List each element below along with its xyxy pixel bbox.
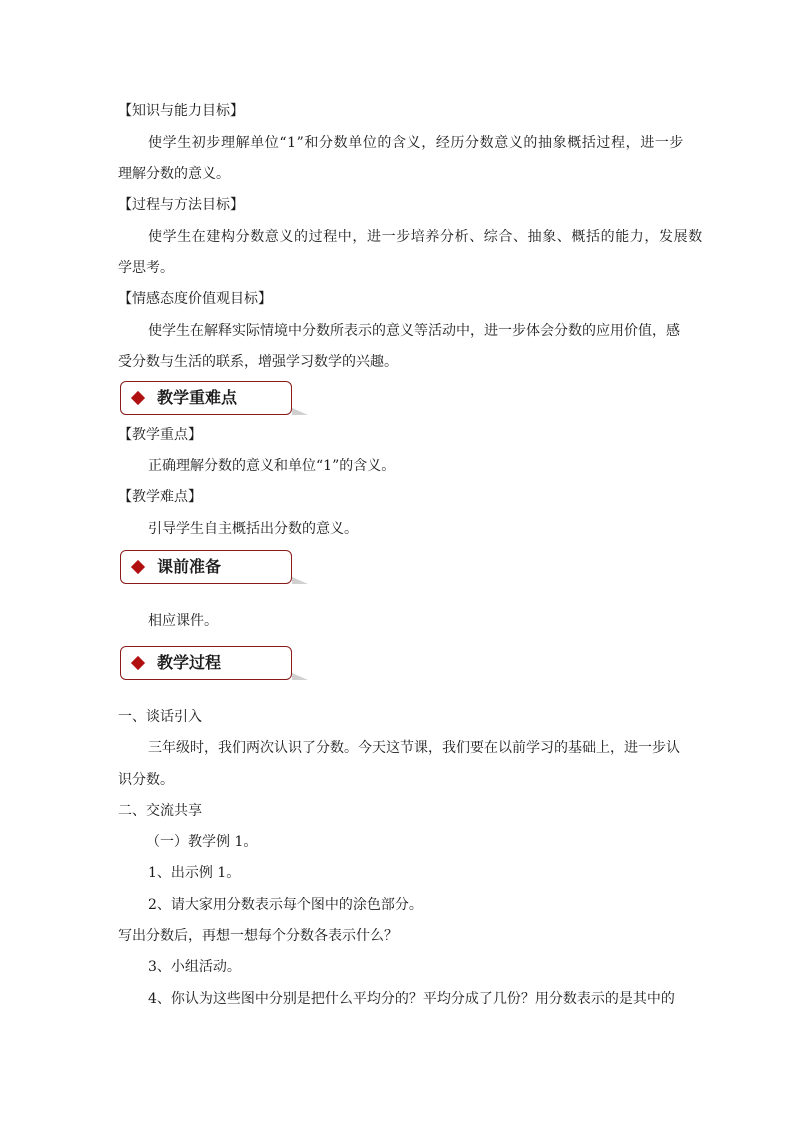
key-paragraph: 正确理解分数的意义和单位“1”的含义。	[148, 458, 396, 474]
step1-paragraph-line-2: 识分数。	[118, 772, 174, 788]
difficult-paragraph: 引导学生自主概括出分数的意义。	[148, 521, 358, 537]
key-title: 【教学重点】	[118, 427, 202, 443]
emotion-paragraph-line-2: 受分数与生活的联系，增强学习数学的兴趣。	[118, 354, 398, 370]
knowledge-paragraph-line-2: 理解分数的意义。	[118, 166, 230, 182]
process-paragraph-line-1: 使学生在建构分数意义的过程中，进一步培养分析、综合、抽象、概括的能力，发展数	[148, 229, 703, 245]
emotion-title: 【情感态度价值观目标】	[118, 291, 272, 307]
process-paragraph-line-2: 学思考。	[118, 260, 174, 276]
step2-item-2: 2、请大家用分数表示每个图中的涂色部分。	[148, 897, 423, 913]
heading-process-label: 教学过程	[157, 653, 222, 672]
step2-item-2-continued: 写出分数后，再想一想每个分数各表示什么？	[118, 928, 398, 944]
heading-key-points-label: 教学重难点	[157, 388, 238, 407]
prep-paragraph: 相应课件。	[148, 613, 218, 629]
heading-key-points	[120, 381, 292, 415]
step2-item-4: 4、你认为这些图中分别是把什么平均分的？平均分成了几份？用分数表示的是其中的	[148, 991, 675, 1007]
diamond-bullet-icon	[131, 391, 145, 405]
step2-subtitle: （一）教学例 1。	[146, 834, 258, 850]
diamond-bullet-icon	[131, 560, 145, 574]
heading-prep-label: 课前准备	[157, 557, 222, 576]
emotion-paragraph-line-1: 使学生在解释实际情境中分数所表示的意义等活动中，进一步体会分数的应用价值，感	[148, 323, 680, 339]
diamond-bullet-icon	[131, 656, 145, 670]
heading-shadow	[292, 408, 308, 415]
step2-item-3: 3、小组活动。	[148, 959, 241, 975]
heading-shadow	[292, 673, 308, 680]
step2-title: 二、交流共享	[118, 803, 202, 819]
step1-title: 一、谈话引入	[118, 709, 202, 725]
knowledge-paragraph-line-1: 使学生初步理解单位“1”和分数单位的含义，经历分数意义的抽象概括过程，进一步	[148, 135, 685, 151]
step1-paragraph-line-1: 三年级时，我们两次认识了分数。今天这节课，我们要在以前学习的基础上，进一步认	[148, 740, 680, 756]
step2-item-1: 1、出示例 1。	[148, 865, 241, 881]
process-title: 【过程与方法目标】	[118, 197, 244, 213]
heading-shadow	[292, 577, 308, 584]
heading-process	[120, 646, 292, 680]
difficult-title: 【教学难点】	[118, 489, 202, 505]
heading-prep	[120, 550, 292, 584]
knowledge-title: 【知识与能力目标】	[118, 103, 244, 119]
